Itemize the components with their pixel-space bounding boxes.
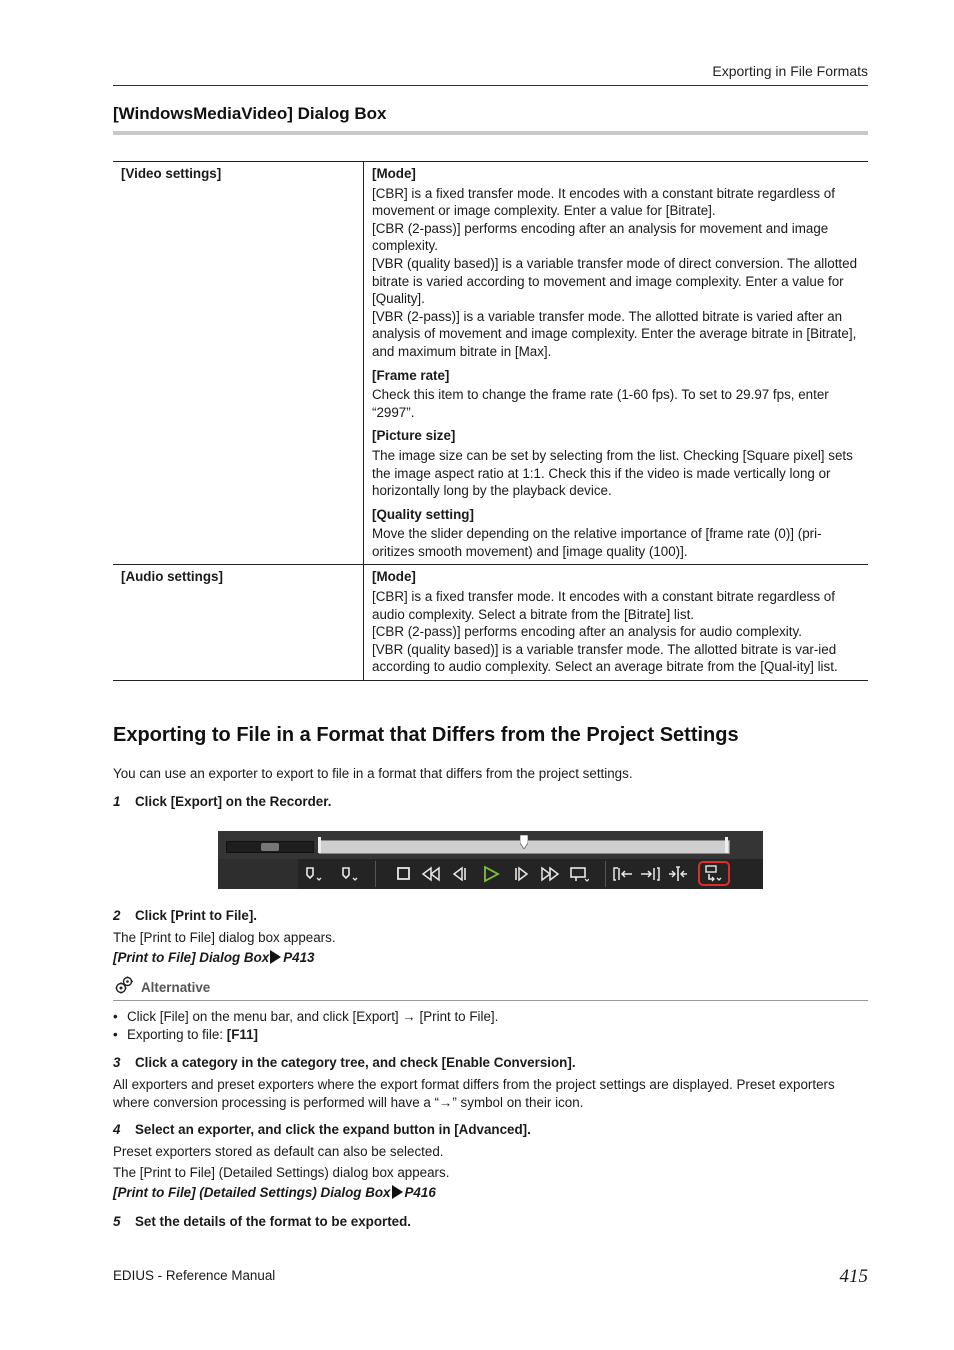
setting-text: [CBR] is a fixed transfer mode. It encodes with a constant bitrate regardless of movement or image complexity. Enter a value for [Bitrate].	[372, 185, 835, 219]
step-text: Click a category in the category tree, and check [Enable Conversion].	[135, 1055, 576, 1070]
shuttle-knob[interactable]	[261, 843, 279, 851]
alternative-icon	[115, 976, 133, 994]
export-section-title: Exporting to File in a Format that Differs from the Project Settings	[113, 724, 739, 746]
setting-text: [CBR (2-pass)] performs encoding after an analysis for audio complexity.	[372, 624, 802, 640]
step-text: Select an exporter, and click the expand button in [Advanced].	[135, 1122, 531, 1137]
section-title-underline	[113, 131, 868, 135]
step-2	[113, 908, 257, 923]
setting-heading: [Quality setting]	[372, 506, 474, 522]
link-page[interactable]: P416	[404, 1185, 436, 1200]
link-text[interactable]: [Print to File] Dialog Box	[113, 950, 270, 965]
alternative-header	[113, 976, 868, 1001]
track-start-marker	[318, 837, 321, 853]
step-3-body: All exporters and preset exporters where the export format differs from the project settings are displayed. Preset exporters where conversion processing is performed will have a “→” symbol on their icon.	[113, 1077, 835, 1110]
recorder-left-panel	[218, 859, 298, 889]
print-to-file-link[interactable]	[113, 950, 315, 965]
header-rule	[113, 85, 868, 86]
alternative-label: Alternative	[141, 980, 211, 995]
next-frame-icon[interactable]	[512, 864, 532, 884]
setting-block	[372, 568, 860, 676]
step-number: 5	[113, 1214, 121, 1229]
separator	[375, 861, 376, 887]
list-item-text: Click [File] on the menu bar, and click [Export] → [Print to File].	[127, 1009, 499, 1024]
step-4-body-2: The [Print to File] (Detailed Settings) dialog box appears.	[113, 1165, 450, 1180]
shuttle-slider[interactable]	[226, 841, 314, 853]
jump-to-in-icon[interactable]	[613, 864, 633, 884]
intro-text: You can use an exporter to export to file in a format that differs from the project settings.	[113, 766, 633, 781]
setting-heading: [Picture size]	[372, 428, 456, 444]
setting-block	[372, 427, 860, 499]
step-text: Click [Print to File].	[135, 908, 258, 923]
setting-heading: [Mode]	[372, 569, 416, 585]
shortcut-key: [F11]	[226, 1026, 259, 1042]
fast-forward-icon[interactable]	[540, 864, 560, 884]
set-in-point-icon[interactable]	[304, 864, 324, 884]
setting-heading: [Mode]	[372, 166, 416, 181]
step-number: 4	[113, 1122, 121, 1137]
step-text: Click [Export] on the Recorder.	[135, 794, 332, 809]
list-item: • Click [File] on the menu bar, and click [Export] → [Print to File].	[113, 1009, 499, 1024]
set-out-point-icon[interactable]	[340, 864, 360, 884]
setting-block	[372, 506, 860, 561]
setting-heading: [Frame rate]	[372, 367, 450, 383]
setting-text: [CBR] is a fixed transfer mode. It encodes with a constant bitrate regardless of audio complexity. Select a bitrate from the [Bitrate] list.	[372, 589, 835, 622]
export-button-highlight[interactable]	[698, 861, 730, 886]
link-page[interactable]: P413	[283, 950, 315, 965]
rewind-icon[interactable]	[421, 864, 441, 884]
arrow-right-icon	[392, 1185, 403, 1199]
row-label: [Video settings]	[113, 162, 364, 565]
setting-block	[372, 165, 860, 361]
setting-text: [VBR (quality based)] is a variable transfer mode of direct conversion. The allotted bitrate is varied according to movement and image complexity. Enter a value for [Quality].	[372, 255, 858, 307]
separator	[605, 861, 606, 887]
track-end-marker	[725, 837, 728, 853]
page-number: 415	[839, 1266, 868, 1287]
play-icon[interactable]	[481, 864, 501, 884]
step-3	[113, 1055, 576, 1070]
step-4	[113, 1122, 531, 1137]
step-number: 2	[113, 908, 121, 923]
trim-icon[interactable]	[668, 864, 688, 884]
section-title: [WindowsMediaVideo] Dialog Box	[113, 104, 387, 123]
step-number: 1	[113, 794, 121, 809]
setting-text: Check this item to change the frame rate (1-60 fps). To set to 29.97 fps, enter “2997”.	[372, 387, 829, 420]
loop-icon[interactable]	[569, 864, 589, 884]
setting-text: [VBR (2-pass)] is a variable transfer mode. The allotted bitrate is varied after an analysis of movement and image complexity. Enter the average bitrate in [Bitrate], and maximum bitrate in [Max].	[372, 308, 857, 359]
list-item-text: Exporting to file:	[127, 1026, 227, 1042]
step-number: 3	[113, 1055, 121, 1070]
playhead-icon[interactable]	[520, 835, 528, 849]
step-4-body-1: Preset exporters stored as default can also be selected.	[113, 1144, 444, 1159]
running-header: Exporting in File Formats	[712, 63, 868, 79]
row-description	[364, 565, 869, 681]
detailed-settings-link[interactable]	[113, 1185, 436, 1200]
arrow-right-icon	[270, 950, 281, 964]
setting-text: [CBR (2-pass)] performs encoding after an analysis for movement and image complexity.	[372, 220, 829, 254]
alternative-list	[113, 1008, 498, 1043]
footer-title: EDIUS - Reference Manual	[113, 1268, 276, 1283]
step-text: Set the details of the format to be exported.	[135, 1214, 412, 1229]
setting-text: [VBR (quality based)] is a variable transfer mode. The allotted bitrate is var-ied according to audio complexity. Select an average bitrate from the [Qual-ity] list.	[372, 641, 838, 675]
step-2-body: The [Print to File] dialog box appears.	[113, 930, 336, 945]
list-item: • Exporting to file: [F11]	[113, 1026, 259, 1042]
table-row	[113, 565, 868, 681]
row-label: [Audio settings]	[113, 565, 364, 681]
row-description	[364, 162, 869, 565]
stop-icon[interactable]	[394, 864, 414, 884]
setting-block	[372, 367, 860, 422]
jump-to-out-icon[interactable]	[640, 864, 660, 884]
link-text[interactable]: [Print to File] (Detailed Settings) Dialog Box	[113, 1185, 391, 1200]
table-row	[113, 162, 868, 565]
step-5	[113, 1214, 411, 1229]
setting-text: Move the slider depending on the relative importance of [frame rate (0)] (pri-oritizes smooth movement) and [image quality (100)].	[372, 526, 822, 559]
previous-frame-icon[interactable]	[449, 864, 469, 884]
step-1	[113, 794, 331, 809]
setting-text: The image size can be set by selecting from the list. Checking [Square pixel] sets the image aspect ratio at 1:1. Check this if the video is made vertically long or horizontally long by the playback device.	[372, 447, 853, 499]
recorder-toolbar	[218, 831, 763, 889]
settings-table	[113, 161, 868, 681]
